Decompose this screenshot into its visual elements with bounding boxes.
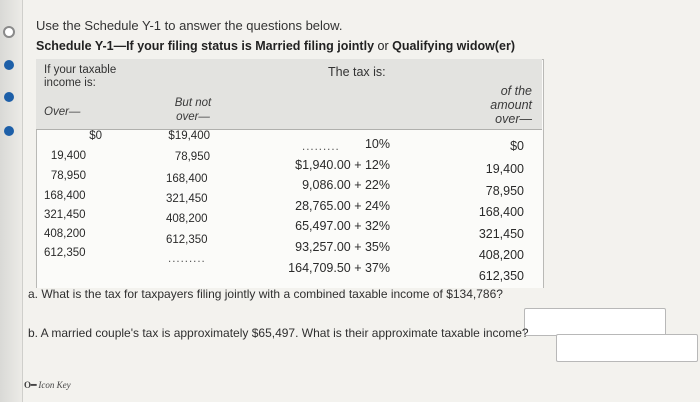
row-but-not-over: $19,400 — [168, 130, 210, 142]
question-b-label: b. A married couple's tax is approximately $65,497. What is their approximate taxable income? — [28, 326, 529, 340]
row-but-not-over: 408,200 — [166, 213, 208, 225]
col-over-header: Over— — [44, 106, 81, 118]
col-but-not-header: But not over— — [174, 97, 212, 123]
row-of-amount: 168,400 — [478, 205, 524, 219]
icon-key[interactable] — [24, 380, 71, 391]
row-but-not-over: 612,350 — [166, 234, 208, 246]
row-over: 408,200 — [44, 228, 86, 240]
row-tax: 9,086.00 + 22% — [302, 178, 390, 192]
question-indicator-icon[interactable] — [4, 126, 14, 136]
row-over: 78,950 — [50, 170, 86, 182]
row-over: 321,450 — [44, 209, 86, 221]
row-dots: ......... — [302, 141, 340, 153]
question-indicator-icon[interactable] — [3, 26, 15, 38]
row-tax: 28,765.00 + 24% — [295, 199, 390, 213]
row-over: 19,400 — [50, 150, 86, 162]
row-over: $0 — [89, 130, 102, 142]
answer-b-input[interactable] — [556, 334, 698, 362]
row-but-not-over: 321,450 — [166, 193, 208, 205]
row-tax: 10% — [364, 137, 390, 151]
question-indicator-icon[interactable] — [4, 92, 14, 102]
row-of-amount: 321,450 — [478, 227, 524, 241]
row-but-not-over: 78,950 — [174, 151, 210, 163]
header-tax: The tax is: — [328, 65, 386, 79]
key-icon: O━ — [24, 380, 37, 390]
row-of-amount: $0 — [510, 139, 524, 153]
question-indicator-icon[interactable] — [4, 60, 14, 70]
intro-text: Use the Schedule Y-1 to answer the questions below. — [36, 18, 343, 33]
row-dots: ......... — [168, 253, 206, 265]
row-of-amount: 19,400 — [485, 162, 524, 176]
row-tax: 93,257.00 + 35% — [295, 240, 390, 254]
row-over: 612,350 — [44, 247, 86, 259]
row-tax: 65,497.00 + 32% — [295, 219, 390, 233]
row-of-amount: 408,200 — [478, 248, 524, 262]
row-but-not-over: 168,400 — [166, 173, 208, 185]
left-sidebar-strip — [0, 0, 23, 402]
answer-a-input[interactable] — [524, 308, 666, 336]
icon-key-label: Icon Key — [38, 380, 71, 390]
col-of-amount-header: of the amount over— — [490, 84, 532, 126]
schedule-title: Schedule Y-1—If your filing status is Married filing jointly or Qualifying widow(er) — [36, 39, 516, 53]
row-of-amount: 612,350 — [478, 269, 524, 283]
row-tax: 164,709.50 + 37% — [288, 261, 390, 275]
row-tax: $1,940.00 + 12% — [295, 158, 390, 172]
question-a-label: a. What is the tax for taxpayers filing jointly with a combined taxable income of $134,786? — [28, 287, 503, 301]
header-income: If your taxable income is: — [44, 64, 117, 89]
row-over: 168,400 — [44, 190, 86, 202]
row-of-amount: 78,950 — [485, 184, 524, 198]
